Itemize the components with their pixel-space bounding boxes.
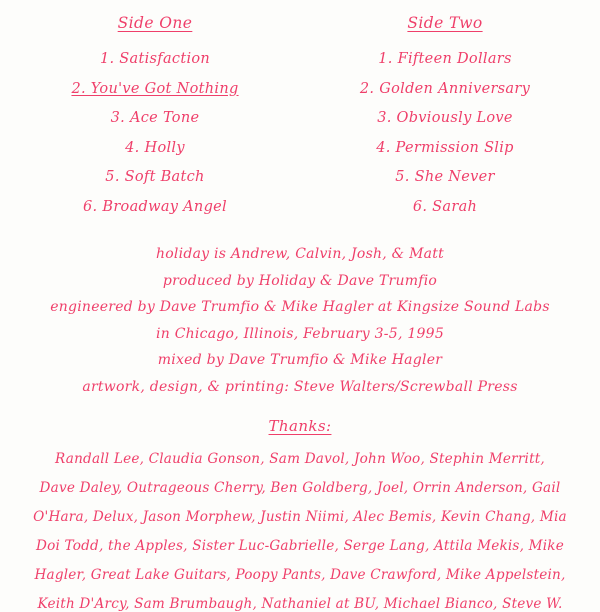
track-item: 1. Satisfaction [99, 51, 211, 67]
credit-line: holiday is Andrew, Calvin, Josh, & Matt [155, 246, 445, 262]
track-item: 3. Obviously Love [377, 110, 513, 126]
thanks-line: Doi Todd, the Apples, Sister Luc-Gabrielle, Serge Lang, Attila Mekis, Mike [36, 537, 564, 554]
track-item: 2. You've Got Nothing [71, 80, 239, 97]
side-two-title: Side Two [407, 14, 483, 32]
track-item: 2. Golden Anniversary [359, 80, 531, 97]
credit-line: engineered by Dave Trumfio & Mike Hagler at Kingsize Sound Labs [50, 299, 550, 315]
credit-line: in Chicago, Illinois, February 3-5, 1995 [156, 325, 444, 342]
side-one-title: Side One [117, 14, 193, 32]
track-item: 6. Broadway Angel [83, 198, 227, 215]
credit-line: mixed by Dave Trumfio & Mike Hagler [157, 352, 443, 368]
thanks-heading: Thanks: [268, 416, 332, 435]
track-item: 4. Permission Slip [376, 139, 514, 156]
credit-line: artwork, design, & printing: Steve Walters/Screwball Press [82, 378, 518, 395]
side-two-column [330, 14, 560, 228]
track-listing [14, 14, 586, 228]
thanks-line: Dave Daley, Outrageous Cherry, Ben Goldberg, Joel, Orrin Anderson, Gail [39, 479, 561, 496]
track-item: 4. Holly [125, 139, 185, 156]
credit-line: produced by Holiday & Dave Trumfio [162, 272, 438, 289]
side-one-column [40, 14, 270, 228]
thanks-line: Hagler, Great Lake Guitars, Poopy Pants, Dave Crawford, Mike Appelstein, [34, 566, 566, 583]
thanks-block [14, 451, 586, 612]
thanks-line: Randall Lee, Claudia Gonson, Sam Davol, John Woo, Stephin Merritt, [55, 450, 545, 467]
track-item: 1. Fifteen Dollars [378, 51, 512, 67]
track-item: 3. Ace Tone [110, 110, 200, 126]
track-item: 6. Sarah [412, 198, 478, 215]
thanks-line: Keith D'Arcy, Sam Brumbaugh, Nathaniel at BU, Michael Bianco, Steve W. [37, 595, 563, 612]
thanks-line: O'Hara, Delux, Jason Morphew, Justin Niimi, Alec Bemis, Kevin Chang, Mia [33, 508, 567, 525]
credits-block [14, 246, 586, 395]
track-item: 5. Soft Batch [105, 169, 205, 185]
track-item: 5. She Never [395, 169, 495, 185]
